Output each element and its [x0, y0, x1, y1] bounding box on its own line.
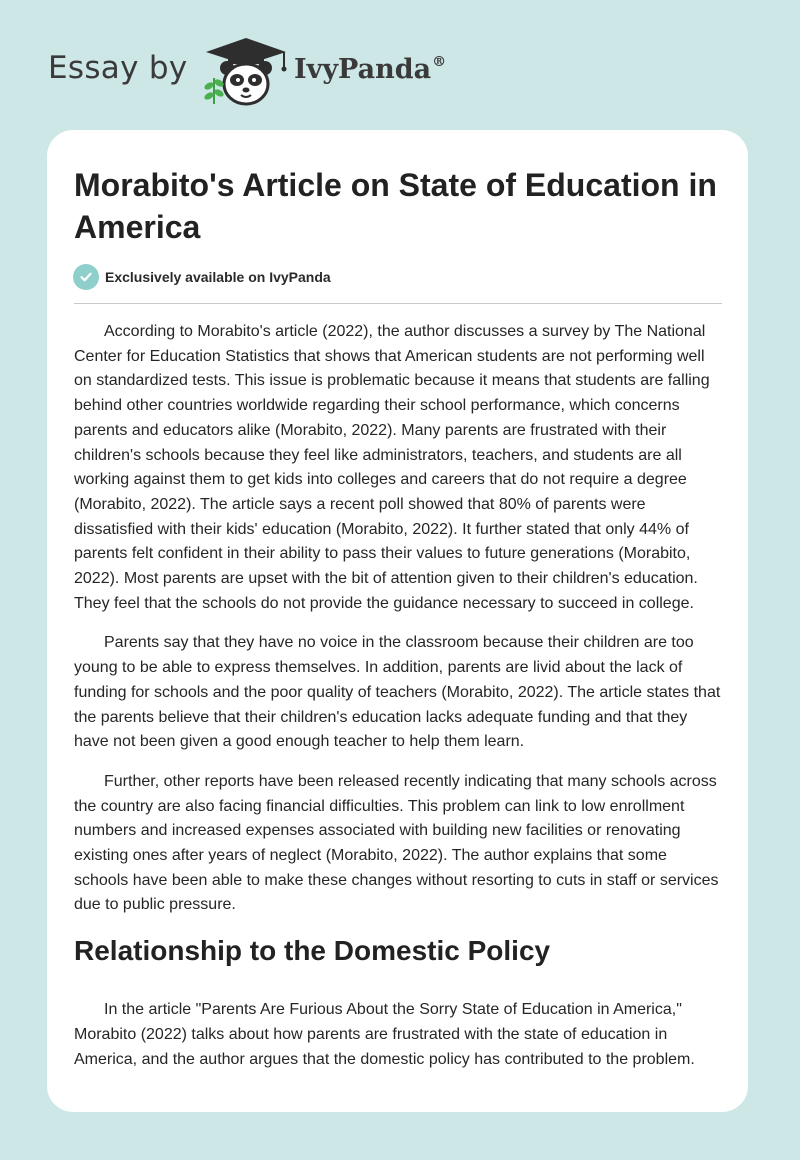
brand-text: IvyPanda — [294, 54, 432, 85]
paragraph: In the article "Parents Are Furious About the Sorry State of Education in America," Morabito (2022) talks about how parents are frustrated with the state of education in America, and the author argues that the domestic policy has contributed to the problem. — [74, 1001, 695, 1068]
exclusive-badge — [73, 263, 331, 290]
exclusive-badge-label: Exclusively available on IvyPanda — [105, 268, 331, 285]
paragraph: Further, other reports have been released recently indicating that many schools across the country are also facing financial difficulties. This problem can link to low enrollment numbers and increased expenses associated with building new facilities or renovating existing ones after years of neglect (Morabito, 2022). The author explains that some schools have been able to make these changes without resorting to cuts in staff or services due to public pressure. — [74, 772, 719, 914]
registered-mark: ® — [432, 54, 447, 70]
section-heading: Relationship to the Domestic Policy — [74, 935, 551, 967]
brand-name[interactable] — [294, 54, 446, 85]
essay-by-label: Essay by — [48, 50, 188, 86]
essay-card — [47, 130, 748, 1112]
page-title: Morabito's Article on State of Education in America — [74, 167, 717, 245]
panda-graduate-logo-icon — [200, 34, 292, 108]
divider — [74, 303, 722, 304]
paragraph: According to Morabito's article (2022), the author discusses a survey by The National Center for Education Statistics that shows that American students are not performing well on standardized tests. This issue is problematic because it means that students are falling behind other countries worldwide regarding their school performance, which concerns parents and educators alike (Morabito, 2022). Many parents are frustrated with their children's schools because they feel like administrators, teachers, and students are all working against them to get kids into colleges and careers that do not require a degree (Morabito, 2022). The article says a recent poll showed that 80% of parents were dissatisfied with their kids' education (Morabito, 2022). It further stated that only 44% of parents felt confident in their ability to pass their values to future generations (Morabito, 2022). Most parents are upset with the bit of attention given to their children's education. They feel that the schools do not provide the guidance necessary to succeed in college. — [74, 323, 710, 612]
paragraph: Parents say that they have no voice in the classroom because their children are too young to be able to express themselves. In addition, parents are livid about the lack of funding for schools and the poor quality of teachers (Morabito, 2022). The article states that the parents believe that their children's education lacks adequate funding and that they have not been given a good enough teacher to help them learn. — [74, 634, 721, 751]
check-circle-icon — [73, 264, 99, 290]
essay-body — [74, 320, 722, 1087]
site-header — [48, 34, 548, 108]
